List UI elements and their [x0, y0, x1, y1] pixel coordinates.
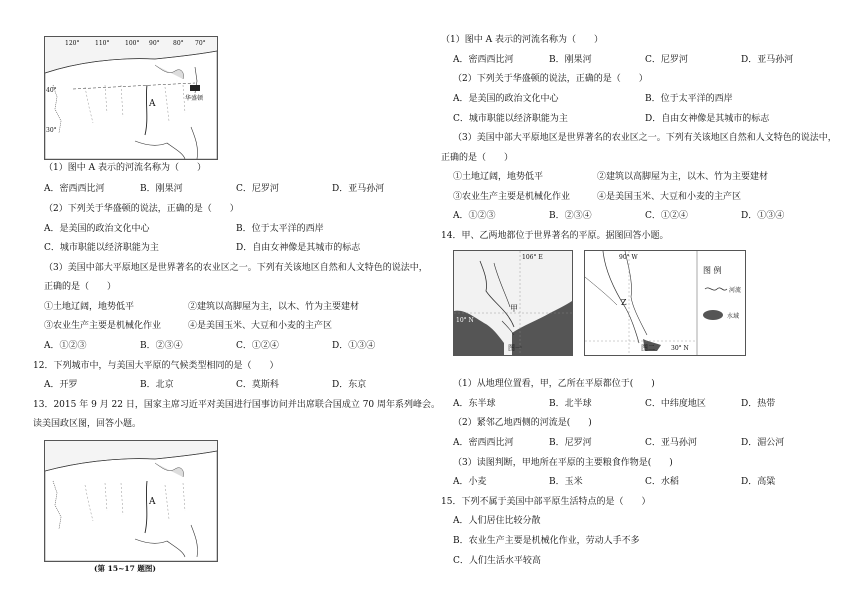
- fig1-coord-top: 106° E: [522, 254, 543, 261]
- map2-label-a: A: [149, 497, 156, 507]
- r-q3-item-2: ②建筑以高脚屋为主，以木、竹为主要建材: [597, 172, 769, 182]
- r-q1-opt-c: C．尼罗河: [645, 55, 688, 65]
- q14-1-opt-c: C．中纬度地区: [645, 399, 706, 409]
- map1-coord-30: 30°: [46, 127, 57, 134]
- q14-3-stem: （3）读图判断，甲地所在平原的主要粮食作物是( ): [453, 458, 673, 468]
- q12-opt-b: B．北京: [140, 380, 174, 390]
- fig2-caption: 图二: [641, 344, 655, 352]
- map1-label-a: A: [149, 99, 156, 109]
- l-q3-opt-d: D．①③④: [332, 341, 376, 351]
- fig2-coord-top: 90° W: [619, 254, 638, 261]
- l-q3-item-1: ①土地辽阔，地势低平: [44, 302, 135, 312]
- q13-stem-line1: 13．2015 年 9 月 22 日，国家主席习近平对美国进行国事访问并出席联合国成立 70 周年系列峰会。: [33, 400, 441, 410]
- q14-1-opt-d: D．热带: [741, 399, 776, 409]
- q15-opt-b: B．农业生产主要是机械化作业，劳动人手不多: [453, 536, 640, 546]
- q12-opt-a: A．开罗: [44, 380, 78, 390]
- q14-1-opt-b: B．北半球: [549, 399, 592, 409]
- map1-coord-100: 100°: [125, 40, 140, 47]
- legend-river-label: 河流: [729, 287, 742, 294]
- map1-coord-40: 40°: [46, 87, 57, 94]
- us-map-2: [44, 440, 218, 562]
- legend-title: 图 例: [703, 266, 722, 275]
- l-q3-opt-c: C．①②④: [236, 341, 279, 351]
- r-q2-opt-b: B．位于太平洋的西岸: [645, 94, 733, 104]
- l-q2-opt-c: C．城市职能以经济职能为主: [44, 243, 159, 253]
- q14-2-opt-c: C．亚马孙河: [645, 438, 697, 448]
- r-q1-opt-a: A．密西西比河: [453, 55, 514, 65]
- fig1-caption: 图一: [508, 344, 522, 352]
- q14-3-opt-b: B．玉米: [549, 477, 583, 487]
- l-q3-stem-line2: 正确的是（ ）: [44, 282, 117, 292]
- q14-3-opt-a: A．小麦: [453, 477, 487, 487]
- r-q3-opt-b: B．②③④: [549, 211, 592, 221]
- l-q2-opt-d: D．自由女神像是其城市的标志: [236, 243, 361, 253]
- q13-stem-line2: 读美国政区图，回答小题。: [33, 419, 142, 429]
- map1-coord-90: 90°: [149, 40, 160, 47]
- us-map-1: [44, 36, 218, 160]
- r-q3-stem-line2: 正确的是（ ）: [441, 153, 514, 163]
- r-q3-stem-line1: （3）美国中部大平原地区是世界著名的农业区之一。下列有关该地区自然和人文特色的说法中，: [453, 133, 837, 143]
- r-q3-opt-a: A．①②③: [453, 211, 496, 221]
- r-q3-opt-d: D．①③④: [741, 211, 785, 221]
- l-q3-opt-b: B．②③④: [140, 341, 183, 351]
- q14-3-opt-d: D．高粱: [741, 477, 776, 487]
- q14-2-opt-b: B．尼罗河: [549, 438, 592, 448]
- r-q3-opt-c: C．①②④: [645, 211, 688, 221]
- r-q1-opt-d: D．亚马孙河: [741, 55, 794, 65]
- map1-label-city: 华盛顿: [185, 95, 204, 102]
- fig2-label: Z: [621, 298, 627, 307]
- l-q3-stem-line1: （3）美国中部大平原地区是世界著名的农业区之一。下列有关该地区自然和人文特色的说法中，: [44, 263, 428, 273]
- fig1-map: [453, 250, 573, 356]
- map1-coord-120: 120°: [65, 40, 80, 47]
- q14-2-opt-d: D．湄公河: [741, 438, 785, 448]
- q14-1-opt-a: A．东半球: [453, 399, 496, 409]
- l-q1-opt-c: C．尼罗河: [236, 184, 279, 194]
- r-q3-item-1: ①土地辽阔，地势低平: [453, 172, 544, 182]
- r-q1-opt-b: B．刚果河: [549, 55, 592, 65]
- l-q2-opt-b: B．位于太平洋的西岸: [236, 224, 324, 234]
- r-q3-item-3: ③农业生产主要是机械化作业: [453, 192, 571, 202]
- l-q1-opt-a: A．密西西比河: [44, 184, 105, 194]
- r-q1-stem: （1）图中 A 表示的河流名称为（ ）: [441, 35, 603, 45]
- q14-stem: 14．甲、乙两地都位于世界著名的平原。据图回答小题。: [441, 231, 669, 241]
- q12-stem: 12．下列城市中，与美国大平原的气候类型相同的是（ ）: [33, 361, 279, 371]
- l-q1-opt-b: B．刚果河: [140, 184, 183, 194]
- l-q3-item-4: ④是美国玉米、大豆和小麦的主产区: [188, 321, 333, 331]
- l-q1-opt-d: D．亚马孙河: [332, 184, 385, 194]
- l-q2-opt-a: A．是美国的政治文化中心: [44, 224, 150, 234]
- r-q2-opt-a: A．是美国的政治文化中心: [453, 94, 559, 104]
- legend-water-label: 水域: [727, 313, 740, 320]
- fig2-coord-right: 30° N: [671, 345, 689, 352]
- fig1-label: 甲: [510, 304, 518, 313]
- q12-opt-d: D．东京: [332, 380, 367, 390]
- r-q2-stem: （2）下列关于华盛顿的说法，正确的是（ ）: [453, 74, 648, 84]
- q14-3-opt-c: C．水稻: [645, 477, 679, 487]
- r-q3-item-4: ④是美国玉米、大豆和小麦的主产区: [597, 192, 742, 202]
- l-q3-opt-a: A．①②③: [44, 341, 87, 351]
- q12-opt-c: C．莫斯科: [236, 380, 279, 390]
- l-q3-item-3: ③农业生产主要是机械化作业: [44, 321, 162, 331]
- q14-2-stem: （2）紧邻乙地西侧的河流是( ): [453, 418, 592, 428]
- q14-2-opt-a: A．密西西比河: [453, 438, 514, 448]
- fig2-map: [584, 250, 746, 356]
- map1-coord-80: 80°: [173, 40, 184, 47]
- fig1-coord-left: 10° N: [456, 317, 474, 324]
- q15-opt-a: A．人们居住比较分散: [453, 516, 541, 526]
- l-q3-item-2: ②建筑以高脚屋为主，以木、竹为主要建材: [188, 302, 360, 312]
- q15-opt-c: C．人们生活水平较高: [453, 556, 541, 566]
- l-q2-stem: （2）下列关于华盛顿的说法，正确的是（ ）: [44, 204, 239, 214]
- r-q2-opt-c: C．城市职能以经济职能为主: [453, 114, 568, 124]
- r-q2-opt-d: D．自由女神像是其城市的标志: [645, 114, 770, 124]
- map1-coord-70: 70°: [195, 40, 206, 47]
- q14-1-stem: （1）从地理位置看，甲，乙所在平原都位于( ): [453, 379, 655, 389]
- q15-stem: 15．下列不属于美国中部平原生活特点的是（ ）: [441, 497, 651, 507]
- map2-caption: (第 15~17 题图): [94, 564, 156, 573]
- l-q1-stem: （1）图中 A 表示的河流名称为（ ）: [44, 163, 206, 173]
- map1-coord-110: 110°: [95, 40, 110, 47]
